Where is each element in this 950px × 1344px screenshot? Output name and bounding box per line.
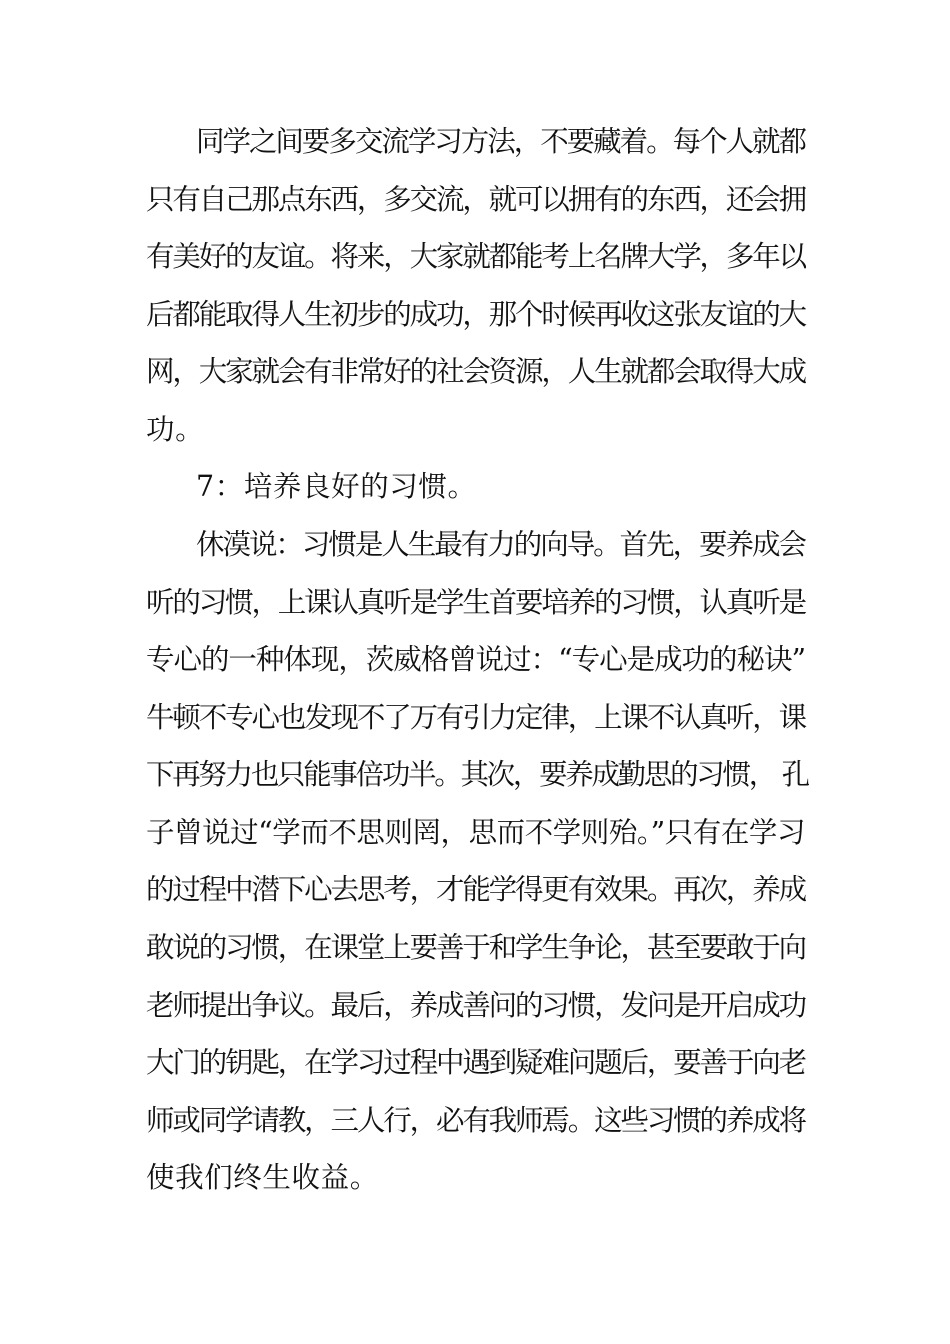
paragraph-line: 的过程中潜下心去思考，才能学得更有效果。再次，养成	[146, 873, 805, 906]
paragraph-line: 功。	[146, 413, 205, 446]
paragraph-line: 使我们终生收益。	[146, 1161, 379, 1194]
paragraph-line: 有美好的友谊。将来，大家就都能考上名牌大学，多年以	[146, 240, 805, 273]
paragraph-line: 老师提出争议。最后，养成善问的习惯，发问是开启成功	[146, 989, 805, 1022]
paragraph-line: 大门的钥匙，在学习过程中遇到疑难问题后，要善于向老	[146, 1046, 805, 1079]
paragraph-line: 子曾说过“学而不思则罔，思而不学则殆。”只有在学习	[146, 816, 805, 849]
paragraph-line: 网，大家就会有非常好的社会资源，人生就都会取得大成	[146, 355, 805, 388]
paragraph-line: 师或同学请教，三人行，必有我师焉。这些习惯的养成将	[146, 1104, 805, 1137]
paragraph-line: 听的习惯，上课认真听是学生首要培养的习惯，认真听是	[146, 586, 805, 619]
paragraph-line: 后都能取得人生初步的成功，那个时候再收这张友谊的大	[146, 298, 805, 331]
paragraph-line: 同学之间要多交流学习方法，不要藏着。每个人就都	[196, 125, 805, 158]
paragraph-line: 牛顿不专心也发现不了万有引力定律，上课不认真听，课	[146, 701, 805, 734]
paragraph-line: 只有自己那点东西，多交流，就可以拥有的东西，还会拥	[146, 183, 805, 216]
paragraph-line: 敢说的习惯，在课堂上要善于和学生争论，甚至要敢于向	[146, 931, 805, 964]
paragraph-line: 休漠说：习惯是人生最有力的向导。首先，要养成会	[196, 528, 805, 561]
paragraph-line: 下再努力也只能事倍功半。其次，要养成勤思的习惯， 孔	[146, 758, 808, 791]
paragraph-line: 专心的一种体现，茨威格曾说过：“专心是成功的秘诀”	[146, 643, 805, 676]
section-heading: 7：培养良好的习惯。	[196, 470, 477, 503]
